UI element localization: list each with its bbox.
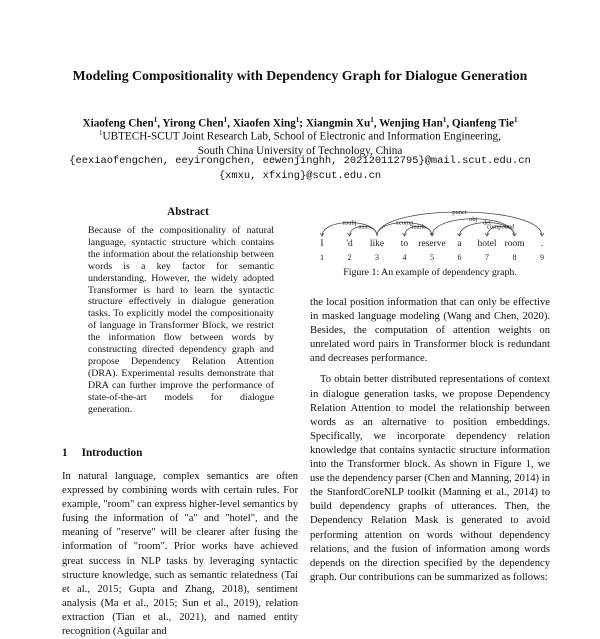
dependency-label: aux xyxy=(358,223,368,231)
graph-word: to xyxy=(400,239,409,249)
dependency-label: det xyxy=(483,219,491,227)
author-affiliation-mark: 1 xyxy=(370,116,374,124)
graph-word-index: 2 xyxy=(347,253,352,262)
author-name: Xiaofen Xing xyxy=(232,117,296,130)
dependency-label: mark xyxy=(411,223,425,231)
section-heading xyxy=(62,447,142,459)
affiliation-line-2: South China University of Technology, China xyxy=(197,144,403,157)
graph-word: like xyxy=(369,239,385,249)
graph-word-index: 9 xyxy=(540,253,544,262)
paragraph: the local position information that can only be effective in masked language modeling (Wang and Chen, 2020). Besides, the computation of attention weights on unrelated word pairs in Transformer block is redundant and decreases performance. xyxy=(310,297,550,365)
graph-word: a xyxy=(457,239,462,249)
paper-title: Modeling Compositionality with Dependency Graph for Dialogue Generation xyxy=(72,68,528,83)
dependency-label: obj xyxy=(469,215,478,223)
author-name: Xiangmin Xu xyxy=(305,117,371,130)
dependency-graph-figure xyxy=(310,200,555,266)
author-name: Xiaofeng Chen xyxy=(82,117,154,130)
graph-word-index: 5 xyxy=(430,253,434,262)
graph-word: hotel xyxy=(477,239,497,249)
graph-word-index: 4 xyxy=(402,253,407,262)
author-emails xyxy=(10,154,590,183)
author-affiliation-mark: 1 xyxy=(223,116,228,124)
abstract-body: Because of the compositionality of natural language, syntactic structure which contains the information about the relationship between words is a key factor for semantic understanding. However, the widely adopted Transformer is hard to learn the syntactic structure effectively in dialogue generation tasks. To explicitly model the compositionaity of language in Transformer Block, we restrict the information flow between words by constructing directed dependency graph and propose Dependency Relation Attention (DRA). Experimental results demonstrate that DRA can further improve the performance of state-of-the-art models for dialogue generation. xyxy=(88,225,274,415)
figure-caption: Figure 1: An example of dependency graph. xyxy=(343,267,517,278)
dependency-label: nsubj xyxy=(342,219,357,227)
dependency-label: xcomp xyxy=(395,219,414,227)
graph-word: reserve xyxy=(418,239,446,249)
email-line-2: {xmxu, xfxing}@scut.edu.cn xyxy=(218,169,382,182)
section-title: Introduction xyxy=(81,447,143,459)
introduction-body xyxy=(62,470,298,639)
paragraph: To obtain better distributed representations of context in dialogue generation tasks, we propose Dependency Relation Attention to model the relationship between words as an alternative to position embeddings. Specifically, we incorporate dependency relation knowledge that contains syntactic structure information into the Transformer block. As shown in Figure 1, we use the dependency parser (Chen and Manning, 2014) in the StanfordCoreNLP toolkit (Manning et al., 2014) to build dependency graphs of utterances. Then, the Dependency Relation Mask is generated to avoid performing attention on words without dependency relations, and the fusion of information among words depends on the direction specified by the dependency graph. Our contributions can be summarized as follows: xyxy=(310,374,550,583)
graph-word: room xyxy=(504,239,525,249)
graph-word-index: 8 xyxy=(512,253,517,262)
author-name: Qianfeng Tie xyxy=(451,117,514,130)
graph-word: . xyxy=(540,239,544,249)
affiliation xyxy=(20,126,580,158)
right-column-body xyxy=(310,296,550,585)
graph-word-index: 3 xyxy=(375,253,379,262)
author-list: Xiaofeng Chen$^1$, Yirong Chen$^1$, Xiaofen Xing$^1$; Xiangmin Xu$^1$, Wenjing Han$^1$, Qianfeng Tie$^1$ xyxy=(82,116,518,130)
graph-word-index: 1 xyxy=(320,253,324,262)
graph-word: I xyxy=(320,239,324,249)
dependency-label: compound xyxy=(487,223,515,231)
email-line-1: {eexiaofengchen, eeyirongchen, eewenjinghh, 202120112795}@mail.scut.edu.cn xyxy=(69,155,531,167)
graph-word-index: 6 xyxy=(457,253,462,262)
graph-word-index: 7 xyxy=(485,253,489,262)
author-name: Yirong Chen xyxy=(162,117,224,130)
section-number: 1 xyxy=(62,447,68,459)
author-affiliation-mark: 1 xyxy=(513,116,518,124)
author-affiliation-mark: 1 xyxy=(153,116,158,124)
introduction-paragraph: In natural language, complex semantics are often expressed by combining words with certain rules. For example, "room" can express higher-level semantics by fusing the information of "a" and "hotel", and the meaning of "reserve" will be clearer after fusing the information of "room". Prior works have achieved great success in NLP tasks by leveraging syntactic structure knowledge, such as semantic relatedness (Tai et al., 2015; Gupta and Zhang, 2018), sentiment analysis (Ma et al., 2015; Sun et al., 2019), relation extraction (Tian et al., 2021), and named entity recognition (Aguilar and xyxy=(62,471,298,638)
affiliation-line-1: $^1$UBTECH-SCUT Joint Research Lab, School of Electronic and Information Engineering, xyxy=(99,129,501,143)
author-name: Wenjing Han xyxy=(379,117,443,130)
dependency-label: punct xyxy=(452,209,467,216)
author-affiliation-mark: 1 xyxy=(295,116,300,124)
abstract-heading: Abstract xyxy=(167,206,209,218)
graph-word: 'd xyxy=(346,239,353,249)
affiliation-mark: 1 xyxy=(99,129,103,137)
author-affiliation-mark: 1 xyxy=(442,116,447,124)
